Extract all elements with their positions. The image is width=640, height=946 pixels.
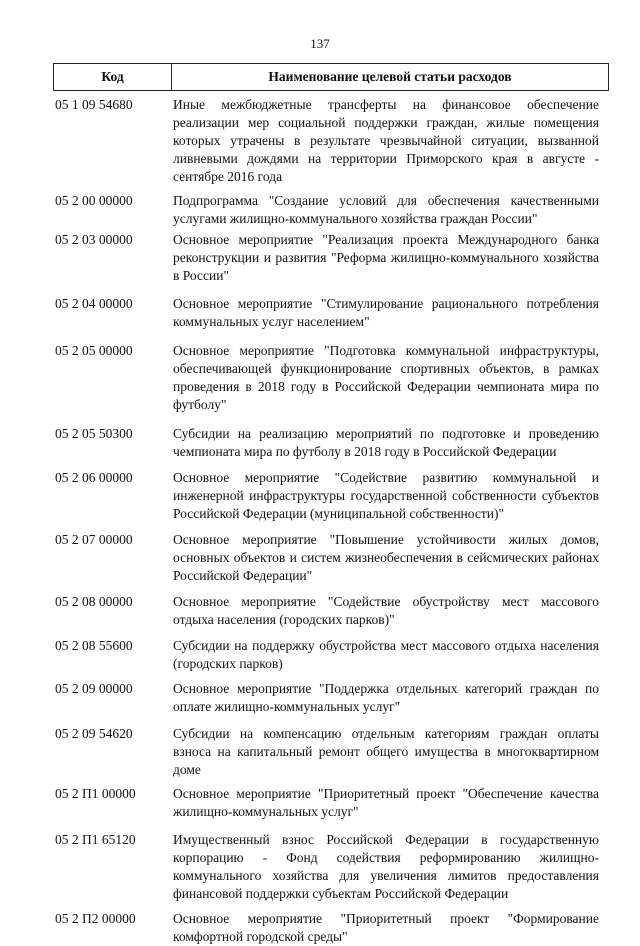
row-name: Субсидии на поддержку обустройства мест массового отдыха населения (городских парков) (173, 638, 599, 671)
table-row (53, 469, 609, 523)
row-code: 05 2 09 54620 (55, 726, 133, 741)
table-row (53, 231, 609, 285)
table-row (53, 593, 609, 629)
row-name: Основное мероприятие "Приоритетный проект "Обеспечение качества жилищно-коммунальных услуг" (173, 786, 599, 819)
row-code: 05 2 П2 00000 (55, 911, 136, 926)
header-code: Код (54, 64, 172, 90)
table-row (53, 910, 609, 946)
row-name: Иные межбюджетные трансферты на финансовое обеспечение реализации мер социальной поддержки граждан, жилые помещения которых утрачены в результате чрезвычайной ситуации, вызванной ливневыми дождями на территории Приморского края в августе - сентябре 2016 года (173, 97, 599, 184)
row-name: Основное мероприятие "Повышение устойчивости жилых домов, основных объектов и систем жизнеобеспечения в сейсмических районах Российской Федерации" (173, 532, 599, 583)
row-code: 05 1 09 54680 (55, 97, 133, 112)
row-name: Основное мероприятие "Стимулирование рационального потребления коммунальных услуг населением" (173, 296, 599, 329)
row-code: 05 2 08 00000 (55, 594, 133, 609)
table-row (53, 680, 609, 716)
row-name: Основное мероприятие "Реализация проекта Международного банка реконструкции и развития "Реформа жилищно-коммунального хозяйства в России" (173, 232, 599, 283)
row-code: 05 2 09 00000 (55, 681, 133, 696)
row-code: 05 2 04 00000 (55, 296, 133, 311)
table-row (53, 785, 609, 821)
table-row (53, 192, 609, 228)
table-body (53, 96, 609, 946)
row-code: 05 2 П1 00000 (55, 786, 136, 801)
header-name: Наименование целевой статьи расходов (268, 69, 512, 84)
table-row (53, 342, 609, 414)
row-name: Основное мероприятие "Содействие обустройству мест массового отдыха населения (городских парков)" (173, 594, 599, 627)
row-code: 05 2 П1 65120 (55, 832, 136, 847)
table-header (53, 63, 609, 91)
table-row (53, 425, 609, 461)
page-number: 137 (310, 36, 330, 51)
row-code: 05 2 08 55600 (55, 638, 133, 653)
table-row (53, 531, 609, 585)
row-name: Основное мероприятие "Подготовка коммунальной инфраструктуры, обеспечивающей функционирование спортивных объектов, в рамках проведения в 2018 году в Российской Федерации чемпионата мира по футболу" (173, 343, 599, 412)
table-row (53, 725, 609, 779)
row-code: 05 2 05 00000 (55, 343, 133, 358)
row-name: Подпрограмма "Создание условий для обеспечения качественными услугами жилищно-коммунального хозяйства граждан России" (173, 193, 599, 226)
row-code: 05 2 05 50300 (55, 426, 133, 441)
row-code: 05 2 07 00000 (55, 532, 133, 547)
row-name: Основное мероприятие "Поддержка отдельных категорий граждан по оплате жилищно-коммунальных услуг" (173, 681, 599, 714)
row-name: Субсидии на компенсацию отдельным категориям граждан оплаты взноса на капитальный ремонт общего имущества в многоквартирном доме (173, 726, 599, 777)
row-name: Основное мероприятие "Содействие развитию коммунальной и инженерной инфраструктуры государственной собственности субъектов Российской Федерации (муниципальной собственности)" (173, 470, 599, 521)
table-row (53, 96, 609, 186)
row-code: 05 2 00 00000 (55, 193, 133, 208)
row-name: Основное мероприятие "Приоритетный проект "Формирование комфортной городской среды" (173, 911, 599, 944)
table-row (53, 295, 609, 331)
row-name: Имущественный взнос Российской Федерации в государственную корпорацию - Фонд содействия реформированию жилищно-коммунального хозяйства для увеличения лимитов предоставления финансовой поддержки субъектам Российской Федерации (173, 832, 599, 901)
table-row (53, 831, 609, 903)
row-name: Субсидии на реализацию мероприятий по подготовке и проведению чемпионата мира по футболу в 2018 году в Российской Федерации (173, 426, 599, 459)
row-code: 05 2 03 00000 (55, 232, 133, 247)
row-code: 05 2 06 00000 (55, 470, 133, 485)
table-row (53, 637, 609, 673)
